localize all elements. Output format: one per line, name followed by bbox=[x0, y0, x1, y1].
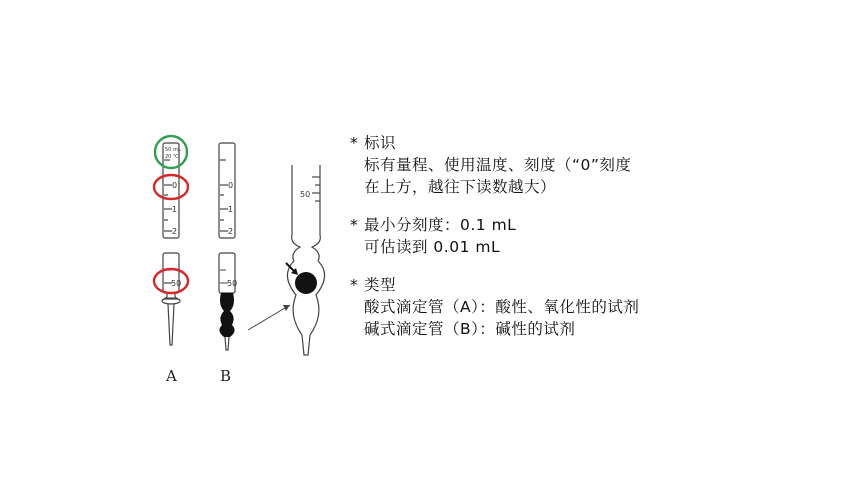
burette-a-lower bbox=[162, 253, 180, 345]
precision-line-1: 可估读到 0.01 mL bbox=[364, 238, 501, 256]
b-tick-1: 1 bbox=[228, 205, 234, 214]
b-tick-0: 0 bbox=[228, 181, 234, 190]
types-line-acid: 酸式滴定管（A）：酸性、氧化性的试剂 bbox=[364, 298, 640, 316]
a-tick-0: 0 bbox=[172, 181, 178, 190]
notes-panel bbox=[350, 132, 840, 356]
section-marking bbox=[350, 132, 840, 198]
a-top-capacity: 50 mL bbox=[165, 147, 181, 153]
marking-line-2: 在上方，越往下读数越大） bbox=[364, 178, 557, 196]
burette-illustration bbox=[140, 125, 360, 395]
b-tick-50: 50 bbox=[227, 279, 238, 288]
section-precision bbox=[350, 214, 840, 258]
marking-line-1: 标有量程、使用温度、刻度（“0”刻度 bbox=[364, 156, 632, 174]
burette-b-upper bbox=[219, 143, 235, 238]
zoom-tick-50: 50 bbox=[300, 190, 311, 199]
marking-title: 标识 bbox=[364, 134, 397, 152]
glass-bead bbox=[295, 272, 317, 294]
types-line-base: 碱式滴定管（B）：碱性的试剂 bbox=[364, 320, 576, 338]
a-tick-2: 2 bbox=[172, 227, 178, 236]
b-tick-2: 2 bbox=[228, 227, 234, 236]
red-highlight-circle-zero bbox=[154, 175, 188, 199]
bullet-star: * bbox=[350, 134, 359, 152]
a-tick-50: 50 bbox=[171, 279, 182, 288]
a-tick-1: 1 bbox=[172, 205, 178, 214]
bullet-star: * bbox=[350, 276, 359, 294]
bullet-star: * bbox=[350, 216, 359, 234]
burette-figure bbox=[140, 125, 360, 395]
label-b: B bbox=[220, 367, 232, 385]
a-top-temp: 20 ℃ bbox=[165, 154, 179, 160]
burette-b-lower bbox=[219, 253, 238, 350]
label-a: A bbox=[166, 367, 177, 385]
types-title: 类型 bbox=[364, 276, 397, 294]
zoom-arrow bbox=[248, 305, 290, 330]
section-types bbox=[350, 274, 840, 340]
precision-title: 最小分刻度：0.1 mL bbox=[364, 216, 517, 234]
